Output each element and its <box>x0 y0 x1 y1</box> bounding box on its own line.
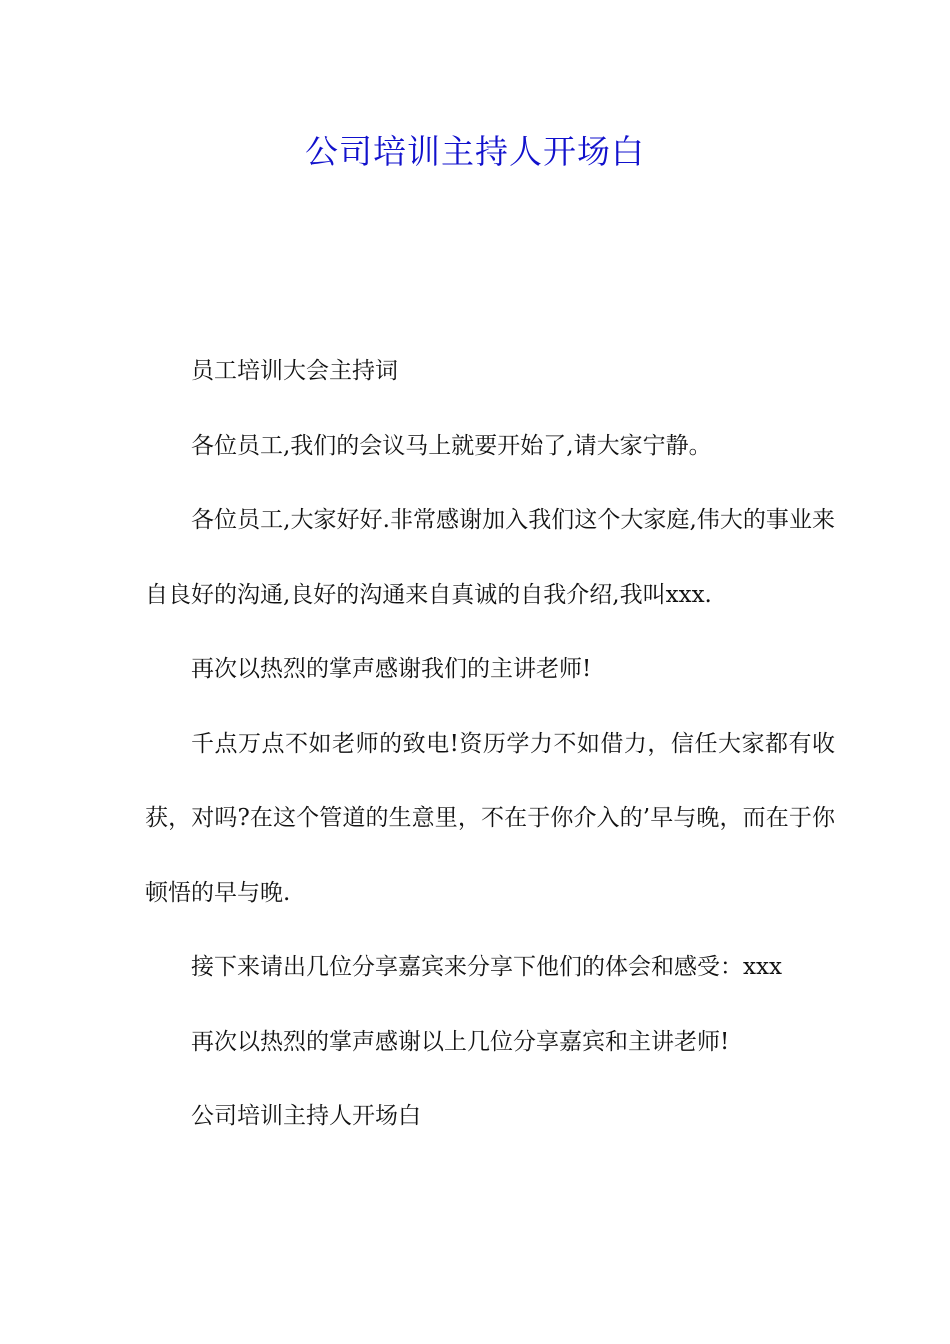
paragraph-heading: 员工培训大会主持词 <box>191 358 398 384</box>
document-title: 公司培训主持人开场白 <box>305 132 645 171</box>
paragraph: 接下来请出几位分享嘉宾来分享下他们的体会和感受：xxx <box>191 954 782 980</box>
paragraph: 再次以热烈的掌声感谢我们的主讲老师! <box>191 656 592 682</box>
paragraph: 千点万点不如老师的致电!资历学力不如借力，信任大家都有收获，对吗?在这个管道的生意里，不在于你介入的’早与晚，而在于你顿悟的早与晚. <box>145 730 835 906</box>
paragraph: 各位员工,大家好好.非常感谢加入我们这个大家庭,伟大的事业来自良好的沟通,良好的沟通来自真诚的自我介绍,我叫xxx. <box>145 507 835 608</box>
document-body <box>145 334 835 1154</box>
paragraph: 各位员工,我们的会议马上就要开始了,请大家宁静。 <box>191 432 712 459</box>
paragraph: 再次以热烈的掌声感谢以上几位分享嘉宾和主讲老师! <box>191 1028 730 1055</box>
paragraph-footer-title: 公司培训主持人开场白 <box>191 1103 421 1129</box>
